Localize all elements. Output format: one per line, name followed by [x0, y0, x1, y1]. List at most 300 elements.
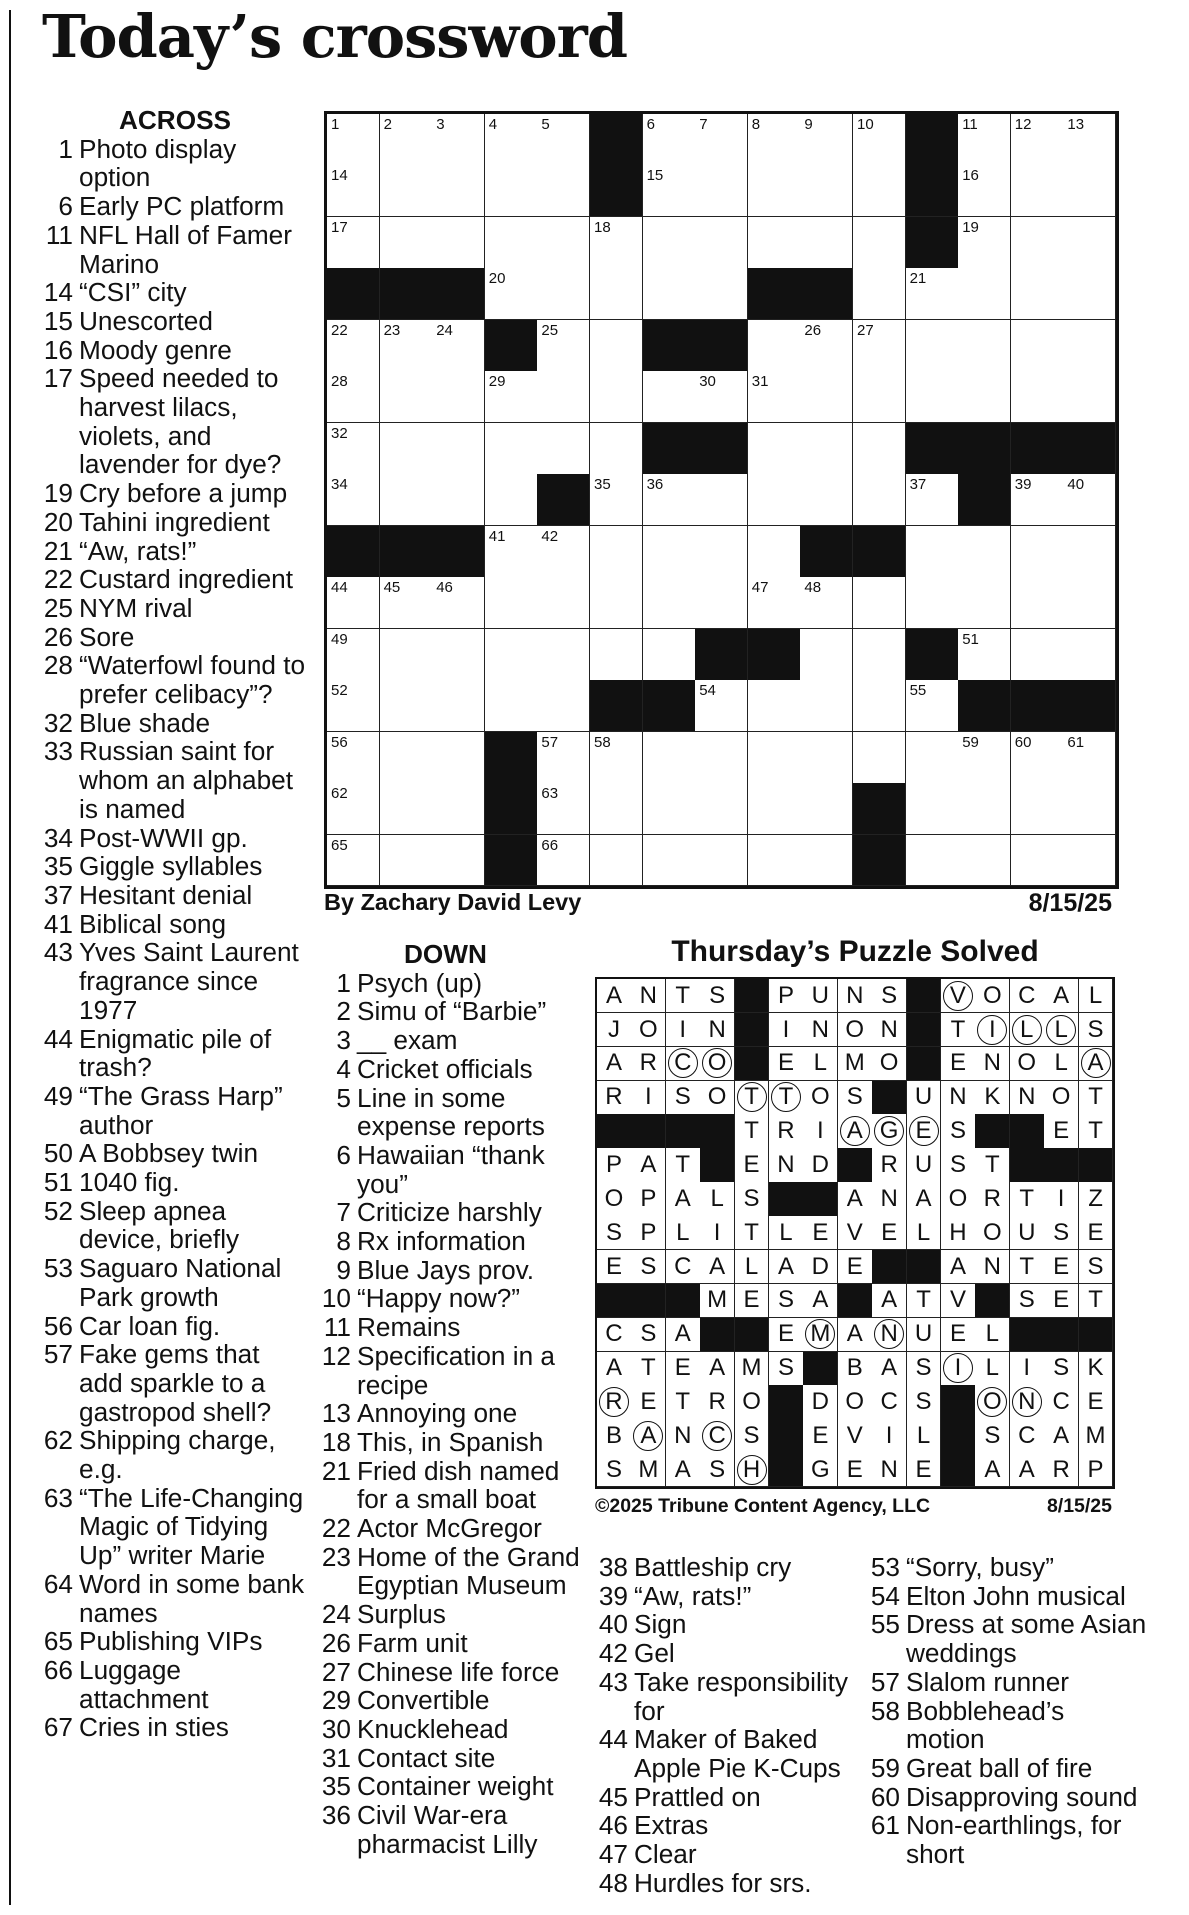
grid-cell[interactable] — [380, 474, 433, 526]
grid-cell[interactable] — [643, 474, 696, 526]
down-clue-18 — [318, 1428, 596, 1457]
grid-cell[interactable] — [748, 577, 801, 629]
clue-number: 43 — [598, 1666, 628, 1697]
grid-cell[interactable] — [1011, 320, 1064, 372]
grid-cell[interactable] — [537, 526, 590, 578]
solved-cell: A — [907, 1182, 942, 1216]
cell-number: 37 — [909, 476, 927, 494]
clue-text: A Bobbsey twin — [79, 1138, 259, 1169]
grid-cell[interactable] — [380, 320, 433, 372]
solved-black-square — [631, 1284, 666, 1318]
grid-cell[interactable] — [1063, 526, 1116, 578]
solved-cell: E — [803, 1216, 838, 1250]
black-square — [537, 474, 590, 526]
grid-cell[interactable] — [906, 526, 959, 578]
clue-number: 49 — [43, 1080, 73, 1111]
solved-cell: A — [597, 1047, 632, 1081]
grid-cell[interactable] — [800, 783, 853, 835]
grid-cell[interactable] — [590, 268, 643, 320]
grid-cell[interactable] — [432, 371, 485, 423]
solved-cell — [872, 1114, 907, 1148]
circled-letter: A — [633, 1421, 663, 1451]
grid-cell[interactable] — [485, 680, 538, 732]
grid-cell[interactable] — [853, 371, 906, 423]
solved-black-square — [769, 1453, 804, 1487]
grid-cell[interactable] — [906, 680, 959, 732]
grid-cell[interactable] — [380, 217, 433, 269]
solved-cell: I — [872, 1419, 907, 1453]
clue-number: 6 — [336, 1139, 351, 1170]
grid-cell[interactable] — [853, 680, 906, 732]
grid-cell[interactable] — [380, 423, 433, 475]
grid-cell[interactable] — [1011, 783, 1064, 835]
grid-cell[interactable] — [853, 629, 906, 681]
grid-cell[interactable] — [800, 423, 853, 475]
clue-text: Rx information — [357, 1226, 526, 1257]
grid-cell[interactable] — [906, 371, 959, 423]
solved-black-square — [872, 1081, 907, 1115]
grid-cell[interactable] — [1011, 165, 1064, 217]
grid-cell[interactable] — [695, 526, 748, 578]
grid-cell[interactable] — [695, 268, 748, 320]
grid-cell[interactable] — [485, 165, 538, 217]
grid-cell[interactable] — [485, 371, 538, 423]
grid-cell[interactable] — [800, 474, 853, 526]
down-clue-48 — [595, 1869, 865, 1898]
grid-cell[interactable] — [432, 320, 485, 372]
down-clue-39 — [595, 1582, 865, 1611]
clue-number: 18 — [321, 1426, 351, 1457]
clue-text: Photo display option — [79, 133, 237, 193]
clue-number: 47 — [598, 1839, 628, 1870]
grid-cell[interactable] — [800, 680, 853, 732]
down-clue-5 — [318, 1084, 596, 1141]
grid-cell[interactable] — [537, 320, 590, 372]
grid-cell[interactable] — [485, 217, 538, 269]
clue-number: 56 — [43, 1310, 73, 1341]
grid-cell[interactable] — [590, 423, 643, 475]
grid-cell[interactable] — [643, 268, 696, 320]
solved-cell — [838, 1114, 873, 1148]
grid-cell[interactable] — [485, 114, 538, 166]
grid-cell[interactable] — [643, 526, 696, 578]
grid-cell[interactable] — [643, 577, 696, 629]
grid-cell[interactable] — [537, 371, 590, 423]
grid-cell[interactable] — [958, 114, 1011, 166]
clue-text: Cricket officials — [357, 1053, 533, 1084]
black-square — [748, 268, 801, 320]
circled-letter: A — [840, 1116, 870, 1146]
solved-cell: T — [1010, 1250, 1045, 1284]
grid-cell[interactable] — [537, 680, 590, 732]
solved-cell: O — [941, 1182, 976, 1216]
grid-cell[interactable] — [853, 423, 906, 475]
grid-cell[interactable] — [1063, 165, 1116, 217]
solved-cell — [666, 1047, 701, 1081]
solved-cell: E — [838, 1453, 873, 1487]
black-square — [432, 268, 485, 320]
grid-cell[interactable] — [380, 680, 433, 732]
solved-cell: O — [1044, 1081, 1079, 1115]
circled-letter: G — [874, 1116, 904, 1146]
clue-text: This, in Spanish — [357, 1426, 544, 1457]
grid-cell[interactable] — [1063, 835, 1116, 887]
down-clue-24 — [318, 1600, 596, 1629]
grid-cell[interactable] — [327, 680, 380, 732]
down-heading: DOWN — [404, 939, 487, 969]
grid-cell[interactable] — [485, 423, 538, 475]
grid-cell[interactable] — [432, 680, 485, 732]
grid-cell[interactable] — [1063, 114, 1116, 166]
grid-cell[interactable] — [695, 835, 748, 887]
across-clue-16 — [40, 336, 310, 365]
solved-cell: L — [735, 1250, 770, 1284]
grid-cell[interactable] — [853, 474, 906, 526]
grid-cell[interactable] — [485, 577, 538, 629]
grid-cell[interactable] — [853, 577, 906, 629]
clue-text: Actor McGregor — [357, 1513, 542, 1544]
grid-cell[interactable] — [1011, 835, 1064, 887]
grid-cell[interactable] — [958, 783, 1011, 835]
clue-text: Bobblehead’s motion — [906, 1695, 1065, 1755]
cell-number: 5 — [541, 116, 550, 133]
grid-cell[interactable] — [958, 732, 1011, 784]
grid-cell[interactable] — [643, 629, 696, 681]
grid-cell[interactable] — [695, 114, 748, 166]
grid-cell[interactable] — [958, 217, 1011, 269]
solved-cell: A — [872, 1352, 907, 1386]
grid-cell[interactable] — [695, 732, 748, 784]
grid-cell[interactable] — [853, 320, 906, 372]
clue-text: Car loan fig. — [79, 1310, 221, 1341]
grid-cell[interactable] — [327, 114, 380, 166]
grid-cell[interactable] — [800, 320, 853, 372]
down-clue-2 — [318, 997, 596, 1026]
grid-cell[interactable] — [1011, 577, 1064, 629]
grid-cell[interactable] — [537, 268, 590, 320]
grid-cell[interactable] — [1063, 217, 1116, 269]
grid-cell[interactable] — [327, 371, 380, 423]
grid-cell[interactable] — [695, 577, 748, 629]
grid-cell[interactable] — [590, 629, 643, 681]
solved-cell: D — [803, 1148, 838, 1182]
clue-text: Speed needed to harvest lilacs, violets, and lavender for dye? — [79, 363, 282, 480]
grid-cell[interactable] — [327, 217, 380, 269]
black-square — [695, 629, 748, 681]
clue-number: 33 — [43, 736, 73, 767]
clue-text: Luggage attachment — [79, 1654, 209, 1714]
grid-cell[interactable] — [1011, 371, 1064, 423]
grid-cell[interactable] — [1063, 320, 1116, 372]
down-clue-38 — [595, 1553, 865, 1582]
grid-cell[interactable] — [958, 526, 1011, 578]
clue-text: Great ball of fire — [906, 1752, 1093, 1783]
black-square — [590, 114, 643, 166]
clue-text: 1040 fig. — [79, 1167, 180, 1198]
grid-cell[interactable] — [748, 526, 801, 578]
grid-cell[interactable] — [748, 680, 801, 732]
solved-cell: A — [838, 1182, 873, 1216]
grid-cell[interactable] — [1063, 371, 1116, 423]
grid-cell[interactable] — [853, 268, 906, 320]
black-square — [800, 268, 853, 320]
solved-cell: N — [700, 1013, 735, 1047]
grid-cell[interactable] — [537, 423, 590, 475]
clue-number: 11 — [45, 219, 73, 250]
grid-cell[interactable] — [380, 114, 433, 166]
grid-cell[interactable] — [485, 629, 538, 681]
grid-cell[interactable] — [748, 732, 801, 784]
down-clue-35 — [318, 1772, 596, 1801]
down-clue-57 — [867, 1668, 1147, 1697]
grid-cell[interactable] — [958, 371, 1011, 423]
grid-cell[interactable] — [958, 165, 1011, 217]
cell-number: 19 — [962, 218, 979, 236]
crossword-grid[interactable] — [324, 111, 1119, 889]
grid-cell[interactable] — [380, 783, 433, 835]
grid-cell[interactable] — [432, 474, 485, 526]
grid-cell[interactable] — [380, 629, 433, 681]
grid-cell[interactable] — [485, 526, 538, 578]
grid-cell[interactable] — [537, 577, 590, 629]
grid-cell[interactable] — [1011, 268, 1064, 320]
grid-cell[interactable] — [1063, 732, 1116, 784]
clue-number: 16 — [43, 334, 73, 365]
grid-cell[interactable] — [906, 835, 959, 887]
grid-cell[interactable] — [906, 268, 959, 320]
grid-cell[interactable] — [748, 783, 801, 835]
solved-cell — [975, 1013, 1010, 1047]
grid-cell[interactable] — [380, 732, 433, 784]
grid-cell[interactable] — [537, 217, 590, 269]
cell-number: 28 — [331, 373, 348, 391]
solved-cell: E — [941, 1047, 976, 1081]
solved-cell: M — [1079, 1419, 1114, 1453]
grid-cell[interactable] — [590, 217, 643, 269]
grid-cell[interactable] — [327, 835, 380, 887]
grid-cell[interactable] — [380, 371, 433, 423]
grid-cell[interactable] — [643, 165, 696, 217]
grid-cell[interactable] — [748, 320, 801, 372]
solved-cell: C — [872, 1385, 907, 1419]
grid-cell[interactable] — [800, 577, 853, 629]
grid-cell[interactable] — [1011, 474, 1064, 526]
grid-cell[interactable] — [1011, 732, 1064, 784]
clue-text: Giggle syllables — [79, 851, 263, 882]
grid-cell[interactable] — [327, 732, 380, 784]
grid-cell[interactable] — [1011, 526, 1064, 578]
solved-black-square — [907, 1013, 942, 1047]
grid-cell[interactable] — [800, 732, 853, 784]
solved-cell: O — [975, 1216, 1010, 1250]
grid-cell[interactable] — [327, 629, 380, 681]
solved-cell: A — [975, 1453, 1010, 1487]
down-clue-43 — [595, 1668, 865, 1725]
cell-number: 1 — [331, 116, 340, 133]
solved-cell: S — [769, 1352, 804, 1386]
clue-number: 19 — [43, 478, 73, 509]
grid-cell[interactable] — [537, 783, 590, 835]
grid-cell[interactable] — [958, 320, 1011, 372]
grid-cell[interactable] — [432, 165, 485, 217]
clue-number: 36 — [321, 1800, 351, 1831]
grid-cell[interactable] — [800, 629, 853, 681]
grid-cell[interactable] — [537, 835, 590, 887]
grid-cell[interactable] — [327, 165, 380, 217]
grid-cell[interactable] — [800, 114, 853, 166]
grid-cell[interactable] — [327, 577, 380, 629]
grid-cell[interactable] — [643, 732, 696, 784]
solved-cell: E — [1044, 1114, 1079, 1148]
grid-cell[interactable] — [1063, 474, 1116, 526]
grid-cell[interactable] — [432, 114, 485, 166]
grid-cell[interactable] — [327, 320, 380, 372]
black-square — [695, 423, 748, 475]
grid-cell[interactable] — [590, 732, 643, 784]
grid-cell[interactable] — [643, 783, 696, 835]
grid-cell[interactable] — [485, 474, 538, 526]
grid-cell[interactable] — [380, 577, 433, 629]
grid-cell[interactable] — [432, 423, 485, 475]
clue-number: 65 — [43, 1626, 73, 1657]
grid-cell[interactable] — [906, 783, 959, 835]
grid-cell[interactable] — [537, 732, 590, 784]
clue-number: 8 — [336, 1226, 351, 1257]
grid-cell[interactable] — [590, 783, 643, 835]
black-square — [590, 680, 643, 732]
grid-cell[interactable] — [432, 835, 485, 887]
grid-cell[interactable] — [1011, 217, 1064, 269]
grid-cell[interactable] — [906, 320, 959, 372]
grid-cell[interactable] — [958, 629, 1011, 681]
grid-cell[interactable] — [590, 320, 643, 372]
grid-cell[interactable] — [958, 577, 1011, 629]
grid-cell[interactable] — [590, 474, 643, 526]
grid-cell[interactable] — [695, 217, 748, 269]
grid-cell[interactable] — [748, 165, 801, 217]
grid-cell[interactable] — [590, 526, 643, 578]
grid-cell[interactable] — [1063, 268, 1116, 320]
grid-cell[interactable] — [590, 371, 643, 423]
grid-cell[interactable] — [748, 423, 801, 475]
solved-black-square — [907, 1047, 942, 1081]
solved-cell: P — [597, 1148, 632, 1182]
grid-cell[interactable] — [853, 217, 906, 269]
grid-cell[interactable] — [537, 114, 590, 166]
grid-cell[interactable] — [590, 577, 643, 629]
solved-cell: O — [700, 1081, 735, 1115]
cell-number: 16 — [962, 167, 979, 185]
grid-cell[interactable] — [643, 114, 696, 166]
grid-cell[interactable] — [537, 629, 590, 681]
grid-cell[interactable] — [748, 114, 801, 166]
solved-cell: S — [1044, 1352, 1079, 1386]
cell-number: 44 — [331, 579, 348, 597]
grid-cell[interactable] — [906, 474, 959, 526]
grid-cell[interactable] — [748, 217, 801, 269]
solved-cell — [907, 1114, 942, 1148]
grid-cell[interactable] — [432, 783, 485, 835]
grid-cell[interactable] — [853, 114, 906, 166]
down-clue-47 — [595, 1840, 865, 1869]
grid-cell[interactable] — [1063, 629, 1116, 681]
grid-cell[interactable] — [432, 577, 485, 629]
solved-cell: I — [631, 1081, 666, 1115]
grid-cell[interactable] — [695, 371, 748, 423]
clue-text: Psych (up) — [357, 967, 483, 998]
cell-number: 3 — [436, 116, 445, 133]
solved-cell: L — [975, 1352, 1010, 1386]
grid-cell[interactable] — [643, 217, 696, 269]
clue-text: “The Grass Harp” author — [79, 1080, 283, 1140]
circled-letter: E — [909, 1116, 939, 1146]
grid-cell[interactable] — [643, 371, 696, 423]
solved-cell: N — [975, 1047, 1010, 1081]
grid-cell[interactable] — [485, 268, 538, 320]
grid-cell[interactable] — [1063, 577, 1116, 629]
clue-number: 15 — [43, 305, 73, 336]
grid-cell[interactable] — [800, 835, 853, 887]
grid-cell[interactable] — [906, 577, 959, 629]
cell-number: 60 — [1014, 733, 1032, 751]
solved-cell: A — [631, 1148, 666, 1182]
solved-black-square — [803, 1352, 838, 1386]
grid-cell[interactable] — [800, 371, 853, 423]
grid-cell[interactable] — [958, 268, 1011, 320]
grid-cell[interactable] — [906, 732, 959, 784]
grid-cell[interactable] — [432, 732, 485, 784]
grid-cell[interactable] — [1011, 114, 1064, 166]
grid-cell[interactable] — [695, 474, 748, 526]
across-clue-22 — [40, 565, 310, 594]
grid-cell[interactable] — [748, 835, 801, 887]
grid-cell[interactable] — [432, 217, 485, 269]
grid-cell[interactable] — [537, 165, 590, 217]
grid-cell[interactable] — [327, 474, 380, 526]
clue-number: 43 — [43, 937, 73, 968]
down-clue-60 — [867, 1783, 1147, 1812]
grid-cell[interactable] — [643, 835, 696, 887]
grid-cell[interactable] — [380, 835, 433, 887]
grid-cell[interactable] — [853, 165, 906, 217]
solved-cell: S — [597, 1453, 632, 1487]
grid-cell[interactable] — [1011, 629, 1064, 681]
grid-cell[interactable] — [327, 423, 380, 475]
grid-cell[interactable] — [695, 165, 748, 217]
across-heading: ACROSS — [118, 105, 232, 135]
grid-cell[interactable] — [695, 680, 748, 732]
grid-cell[interactable] — [748, 474, 801, 526]
clue-number: 3 — [336, 1025, 351, 1056]
grid-cell[interactable] — [590, 835, 643, 887]
grid-cell[interactable] — [432, 629, 485, 681]
grid-cell[interactable] — [380, 165, 433, 217]
grid-cell[interactable] — [800, 217, 853, 269]
solved-black-square — [1010, 1148, 1045, 1182]
grid-cell[interactable] — [695, 783, 748, 835]
grid-cell[interactable] — [800, 165, 853, 217]
grid-cell[interactable] — [958, 835, 1011, 887]
across-clue-43 — [40, 938, 310, 1024]
grid-cell[interactable] — [853, 732, 906, 784]
across-clue-21 — [40, 537, 310, 566]
grid-cell[interactable] — [748, 371, 801, 423]
solved-cell: A — [666, 1453, 701, 1487]
across-clue-56 — [40, 1312, 310, 1341]
solved-cell: N — [803, 1013, 838, 1047]
grid-cell[interactable] — [327, 783, 380, 835]
grid-cell[interactable] — [1063, 783, 1116, 835]
